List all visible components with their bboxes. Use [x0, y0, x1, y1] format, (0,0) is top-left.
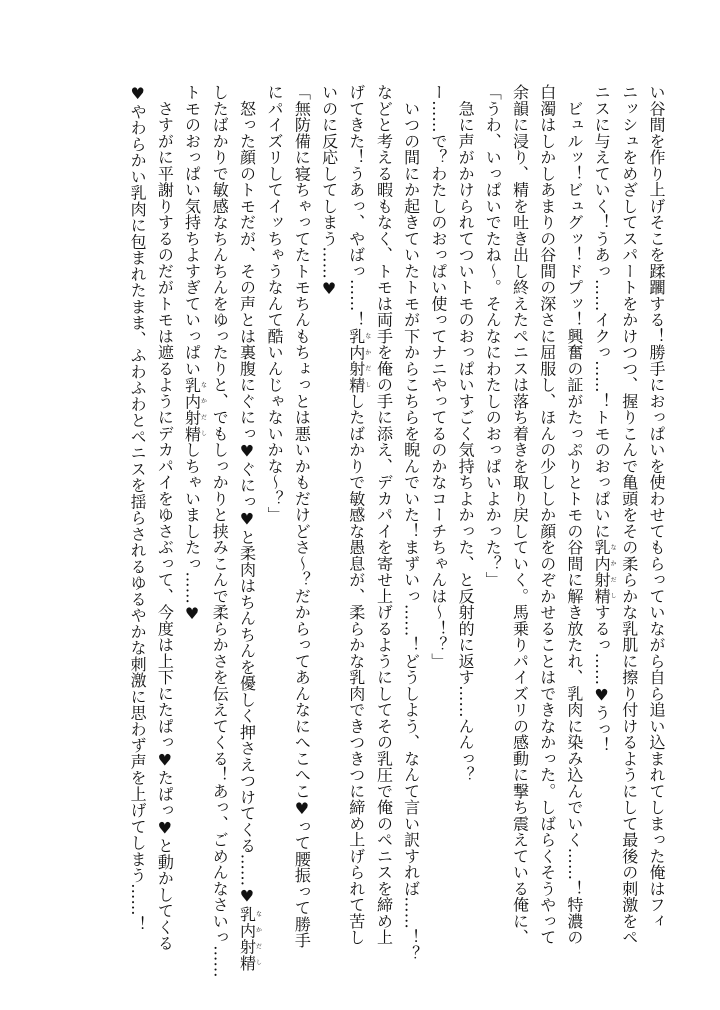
- text-segment: ー……で？わたしのおっぱい使ってナニやってるのかなコーチちゃんは～！？」: [428, 84, 448, 669]
- text-segment: しちゃいましたっ……♥: [182, 441, 202, 624]
- text-column: [533, 84, 560, 946]
- text-column: [151, 84, 178, 952]
- text-segment: 怒った顔のトモだが、その声とは裏腹にぐにっ♥ぐにっ♥と柔肉はちんちんを優しく押さえつけてくる……♥: [237, 84, 257, 906]
- text-column: [178, 84, 206, 940]
- text-segment: ニッシュをめざしてスパートをかけつつ、握りこんで亀頭をその柔らかな乳肌に擦り付けるようにして最後の刺激をペ: [619, 84, 639, 946]
- text-column: [479, 84, 506, 940]
- furigana: なかだし: [363, 327, 371, 393]
- text-column: [315, 84, 342, 940]
- furigana: なかだし: [254, 905, 262, 971]
- text-column: [616, 84, 643, 946]
- text-column: [206, 84, 233, 978]
- text-segment: トモのおっぱい気持ちよすぎていっぱい: [182, 84, 202, 377]
- text-column: [506, 84, 533, 946]
- text-segment: 余韻に浸り、精を吐き出し終えたペニスは落ち着きを取り戻していく。馬乗りパイズリの感動に撃ち震えている俺に、: [510, 84, 530, 946]
- text-column: [588, 84, 616, 940]
- ruby-base: 乳内射精: [592, 539, 612, 604]
- text-segment: げてきた！うあっ、やばっ……！: [346, 84, 366, 328]
- vertical-text-page: [126, 84, 670, 978]
- ruby-text: [592, 539, 617, 604]
- text-column: [261, 84, 288, 940]
- text-segment: ビュルッ！ビュグッ！ドプッ！興奮の証がたっぷりとトモの谷間に解き放たれ、乳肉に染み込んでいく……！特濃の: [564, 84, 584, 946]
- text-segment: 白濁はしかしあまりの谷間の深さに屈服し、ほんの少ししか顔をのぞかせることはできなかった。しばらくそうやって: [537, 84, 557, 946]
- ruby-text: [182, 376, 207, 442]
- ruby-base: 乳内射精: [182, 376, 202, 442]
- text-segment: ♥やわらかい乳肉に包まれたまま、ふわふわとペニスを揺らされるゆるやかな刺激に思わず声を上げてしまう……！: [128, 84, 148, 932]
- text-segment: いつの間にか起きていたトモが下からこちらを睨んでいた！まずいっ……！どうしよう、なんて言い訳すれば……！？: [401, 84, 421, 962]
- text-column: [288, 84, 315, 949]
- ruby-base: 乳内射精: [346, 327, 366, 393]
- text-column: [397, 84, 424, 962]
- text-segment: 「無防備に寝ちゃってたトモちんもちょっとは悪いかもだけどさ～？だからってあんなにへこへこ♥って腰振って勝手: [292, 84, 312, 949]
- text-column: [124, 84, 151, 940]
- text-segment: したばかりで敏感なちんちんをゆったりと、でもしっかりと挟みこんで柔らかさを伝えてくる！あっ、ごめんなさいっ……: [210, 84, 230, 978]
- text-segment: 急に声がかけられてついトモのおっぱいすごく気持ちよかった、と反射的に返す……んんっ？: [456, 84, 476, 783]
- text-column: [425, 84, 452, 940]
- text-column: [370, 84, 397, 946]
- ruby-text: [237, 905, 262, 971]
- furigana: なかだし: [199, 376, 207, 442]
- text-segment: するっ……♥うっ！: [592, 604, 612, 754]
- text-segment: などと考える暇もなく、トモは両手を俺の手に添え、デカパイを寄せ上げるようにしてその乳圧で俺のペニスを締め上: [374, 84, 394, 946]
- text-segment: にパイズリしてイッちゃうなんて酷いんじゃないかな～？」: [265, 84, 285, 523]
- text-column: [643, 84, 670, 940]
- text-segment: さすがに平謝りするのだがトモは遮るようにデカパイをゆさぶって、今度は上下にたぱっ♥たぱっ♥と動かしてくる: [155, 84, 175, 952]
- text-column: [343, 84, 371, 946]
- text-segment: い谷間を作り上げそこを蹂躙する！勝手におっぱいを使わせてもらっていながら自ら追い込まれてしまった俺はフィ: [647, 84, 666, 929]
- text-column: [561, 84, 588, 946]
- text-column: [233, 84, 262, 971]
- furigana: なかだし: [609, 539, 617, 604]
- text-column: [452, 84, 479, 940]
- text-segment: いのに反応してしまう……♥: [319, 84, 339, 299]
- text-segment: 「うわ、いっぱいでたね～。そんなにわたしのおっぱいよかった？」: [483, 84, 503, 588]
- ruby-text: [346, 327, 371, 393]
- text-segment: ニスに与えていく！うあっ……イクっ……！トモのおっぱいに: [592, 84, 612, 539]
- ruby-base: 乳内射精: [237, 905, 257, 971]
- text-segment: したばかりで敏感な愚息が、柔らかな乳肉できつきつに締め上げられて苦し: [346, 392, 366, 946]
